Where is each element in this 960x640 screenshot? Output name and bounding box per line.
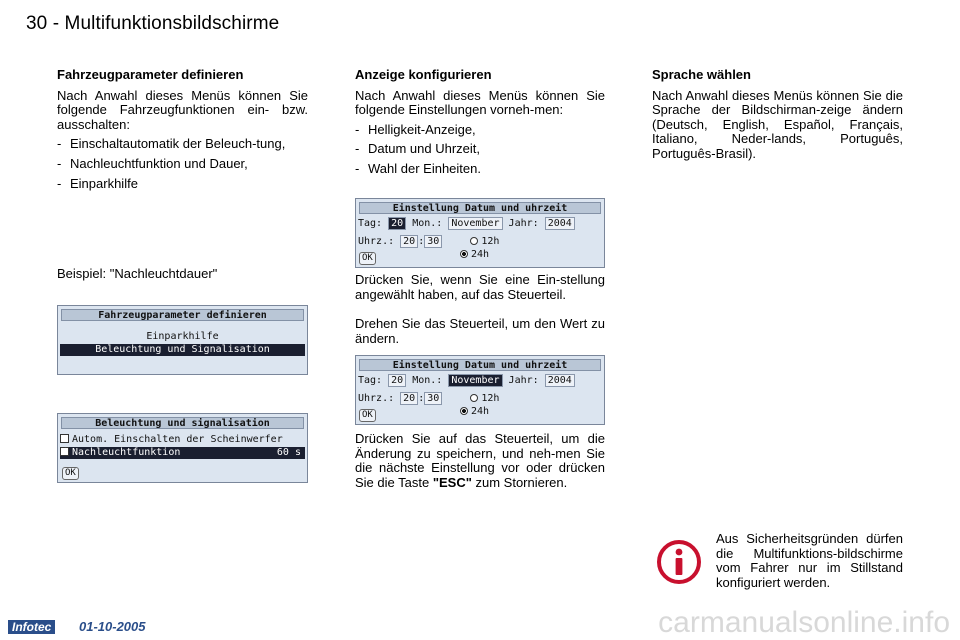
list-item: - Einparkhilfe [57,177,308,192]
checkbox-icon [60,434,69,443]
time-row: Uhrz.: 20 : 30 12h [358,393,500,404]
list-item: - Einschaltautomatik der Beleuch-tung, [57,137,308,152]
section-language [652,68,903,167]
list-item: - Helligkeit-Anzeige, [355,123,605,138]
settings-list [355,123,605,177]
auto-headlights-row: Autom. Einschalten der Scheinwerfer [60,434,305,446]
year-field: 2004 [545,217,575,230]
month-field: November [448,374,502,387]
list-item: - Datum und Uhrzeit, [355,142,605,157]
instruction-save: Drücken Sie auf das Steuerteil, um die Änderung zu speichern, und neh-men Sie die nächste Einstellung vor oder drücken Sie die Taste "ESC" zum Stornieren. [355,431,605,490]
menu-item-lighting: Beleuchtung und Signalisation [60,344,305,356]
ok-button: OK [359,409,376,422]
info-icon [656,539,702,585]
minute-field: 30 [424,392,442,405]
radio-icon [470,237,478,245]
screen-vehicle-params [57,305,308,375]
safety-note: Aus Sicherheitsgründen dürfen die Multifunktions-bildschirme vom Fahrer nur im Stillstand konfiguriert werden. [716,531,903,590]
menu-item-parking-aid: Einparkhilfe [146,331,219,342]
day-field: 20 [388,217,406,230]
screen-date-time-1 [355,198,605,268]
radio-selected-icon [460,250,468,258]
date-row: Tag: 20 Mon.: November Jahr: 2004 [358,217,602,231]
watermark: carmanualsonline.info [658,606,950,639]
section-intro: Nach Anwahl dieses Menüs können Sie folgende Einstellungen vorneh-men: [355,87,605,118]
ok-button: OK [62,467,79,480]
duration-unit: s [294,447,301,458]
minute-field: 30 [424,235,442,248]
section-intro: Nach Anwahl dieses Menüs können Sie folgende Fahrzeugfunktionen ein- bzw. ausschalten: [57,87,308,132]
example-caption: Beispiel: "Nachleuchtdauer" [57,266,218,281]
screen-title: Beleuchtung und signalisation [61,417,304,429]
section-heading: Sprache wählen [652,67,751,82]
page-title: Multifunktionsbildschirme [64,13,280,34]
instruction-turn: Drehen Sie das Steuerteil, um den Wert zu ändern. [355,316,605,346]
time-row: Uhrz.: 20 : 30 12h [358,236,500,247]
feature-list [57,137,308,191]
instruction-press: Drücken Sie, wenn Sie eine Ein-stellung angewählt haben, auf das Steuerteil. [355,272,605,302]
month-field: November [448,217,502,230]
list-item: - Wahl der Einheiten. [355,162,605,177]
section-vehicle-parameters [57,68,308,196]
list-item: - Nachleuchtfunktion und Dauer, [57,157,308,172]
section-display-config [355,68,605,182]
screen-title: Fahrzeugparameter definieren [61,309,304,321]
esc-key-label: "ESC" [432,474,472,490]
format-24h-row: 24h [460,249,602,261]
radio-icon [470,394,478,402]
edition-date: 01-10-2005 [79,619,146,634]
duration-value: 60 [276,447,289,458]
screen-title: Einstellung Datum und uhrzeit [359,359,601,371]
screen-title: Einstellung Datum und uhrzeit [359,202,601,214]
day-field: 20 [388,374,406,387]
screen-lighting [57,413,308,483]
date-row: Tag: 20 Mon.: November Jahr: 2004 [358,374,602,388]
format-24h-row: 24h [460,406,602,418]
section-heading: Anzeige konfigurieren [355,67,492,82]
section-text: Nach Anwahl dieses Menüs können Sie die Sprache der Bildschirman-zeige ändern (Deutsch, English, Español, Français, Italiano, Neder-lands, Português, Português-Brasil). [652,87,903,161]
ok-button: OK [359,252,376,265]
page-header: 30 - Multifunktionsbildschirme [26,13,280,34]
checkbox-checked-icon [60,447,69,456]
screen-date-time-2 [355,355,605,425]
year-field: 2004 [545,374,575,387]
page-number: 30 [26,13,48,34]
follow-me-home-row: ✓Nachleuchtfunktion 60 s [60,447,305,459]
radio-selected-icon [460,407,468,415]
hour-field: 20 [400,392,418,405]
infotec-logo: Infotec [8,620,55,634]
section-heading: Fahrzeugparameter definieren [57,67,244,82]
hour-field: 20 [400,235,418,248]
